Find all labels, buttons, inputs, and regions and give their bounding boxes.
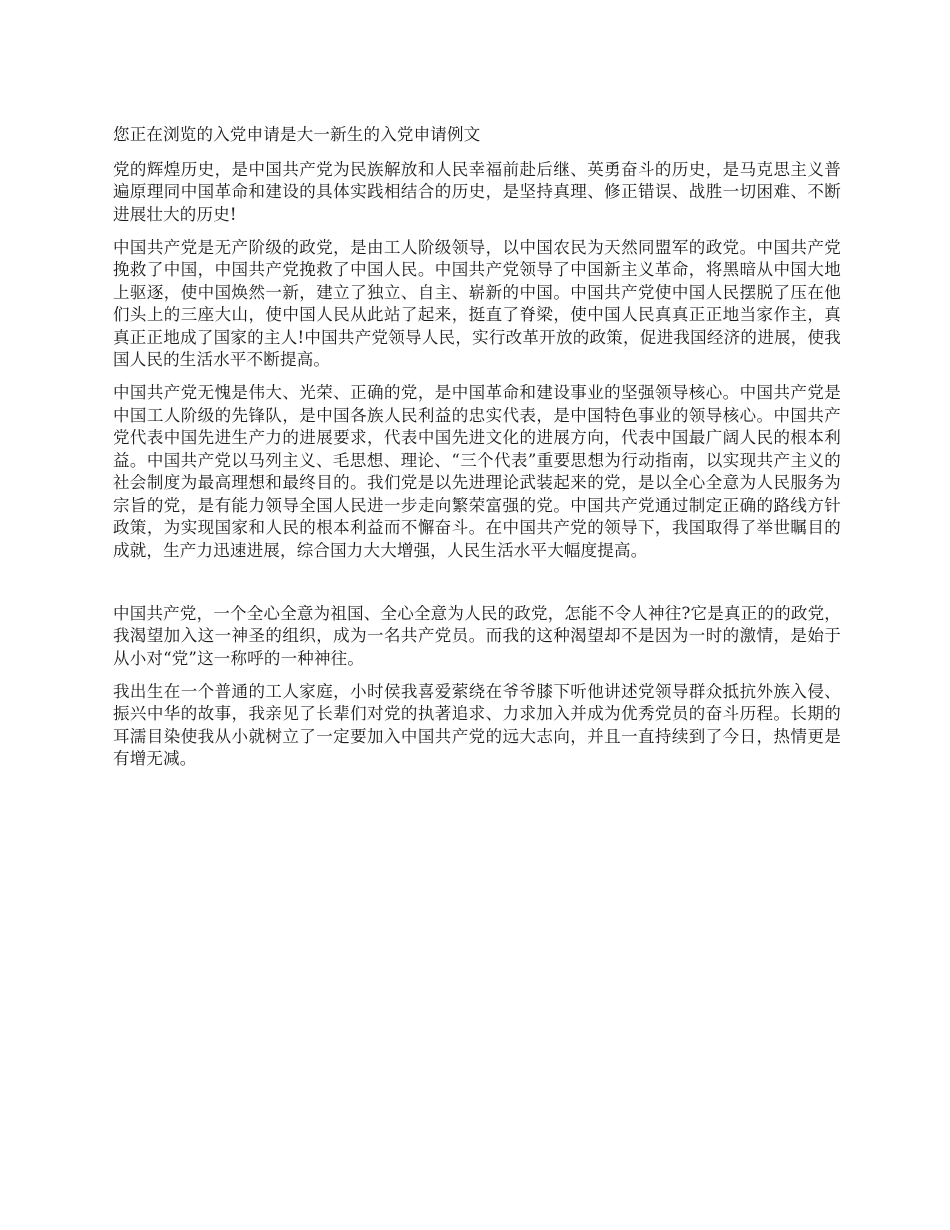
paragraph-aspiration: 中国共产党，一个全心全意为祖国、全心全意为人民的政党，怎能不令人神往?它是真正的的政党，我渴望加入这一神圣的组织，成为一名共产党员。而我的这种渴望却不是因为一时的激情，是始于从小对“党”这一称呼的一种神往。 — [113, 603, 841, 668]
paragraph-party-nature: 中国共产党是无产阶级的政党，是由工人阶级领导，以中国农民为天然同盟军的政党。中国共产党挽救了中国，中国共产党挽救了中国人民。中国共产党领导了中国新主义革命，将黑暗从中国大地上驱逐，使中国焕然一新，建立了独立、自主、崭新的中国。中国共产党使中国人民摆脱了压在他们头上的三座大山，使中国人民从此站了起来，挺直了脊梁，使中国人民真真正正地当家作主，真真正正地成了国家的主人!中国共产党领导人民，实行改革开放的政策，促进我国经济的进展，使我国人民的生活水平不断提高。 — [113, 237, 841, 369]
paragraph-spacer — [113, 573, 841, 603]
document-title: 您正在浏览的入党申请是大一新生的入党申请例文 — [113, 125, 481, 144]
paragraph-party-core: 中国共产党无愧是伟大、光荣、正确的党，是中国革命和建设事业的坚强领导核心。中国共产党是中国工人阶级的先锋队，是中国各族人民利益的忠实代表，是中国特色事业的领导核心。中国共产党代表中国先进生产力的进展要求，代表中国先进文化的进展方向，代表中国最广阔人民的根本利益。中国共产党以马列主义、毛思想、理论、“三个代表”重要思想为行动指南，以实现共产主义的社会制度为最高理想和最终目的。我们党是以先进理论武装起来的党，是以全心全意为人民服务为宗旨的党，是有能力领导全国人民进一步走向繁荣富强的党。中国共产党通过制定正确的路线方针政策，为实现国家和人民的根本利益而不懈奋斗。在中国共产党的领导下，我国取得了举世瞩目的成就，生产力迅速进展，综合国力大大增强，人民生活水平大幅度提高。 — [113, 383, 841, 560]
paragraph-background: 我出生在一个普通的工人家庭，小时侯我喜爱萦绕在爷爷膝下听他讲述党领导群众抵抗外族入侵、振兴中华的故事，我亲见了长辈们对党的执著追求、力求加入并成为优秀党员的奋斗历程。长期的耳濡目染使我从小就树立了一定要加入中国共产党的远大志向，并且一直持续到了今日，热情更是有增无减。 — [113, 681, 841, 768]
document-body — [113, 124, 841, 781]
paragraph-history: 党的辉煌历史，是中国共产党为民族解放和人民幸福前赴后继、英勇奋斗的历史，是马克思主义普遍原理同中国革命和建设的具体实践相结合的历史，是坚持真理、修正错误、战胜一切困难、不断进展壮大的历史! — [113, 159, 841, 224]
